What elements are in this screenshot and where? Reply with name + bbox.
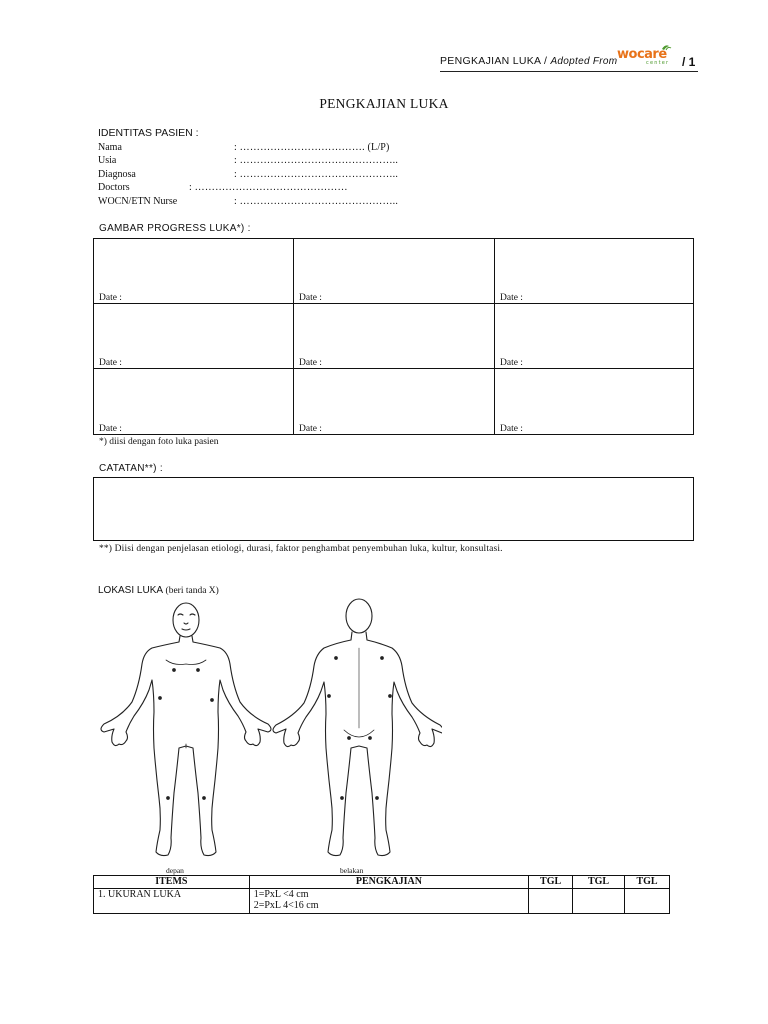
photo-cell[interactable] xyxy=(495,369,693,434)
catatan-footnote: **) Diisi dengan penjelasan etiologi, durasi, faktor penghambat penyembuhan luka, kultur, konsultasi. xyxy=(99,544,503,554)
header-rule xyxy=(440,71,698,72)
usia-field[interactable]: : ……………………………………….. xyxy=(234,155,399,166)
col-tgl: TGL xyxy=(529,876,573,889)
running-header xyxy=(440,55,617,67)
header-separator: / xyxy=(540,55,551,67)
date-label: Date : xyxy=(500,293,523,303)
photo-cell[interactable] xyxy=(94,304,294,369)
pengkajian-option: 1=PxL <4 cm xyxy=(253,889,309,900)
page-number: / 1 xyxy=(682,55,696,69)
table-header-row xyxy=(94,876,670,889)
progress-footnote: *) diisi dengan foto luka pasien xyxy=(99,437,219,447)
body-back-figure[interactable] xyxy=(273,599,442,856)
col-tgl: TGL xyxy=(573,876,625,889)
col-pengkajian: PENGKAJIAN xyxy=(249,876,528,889)
field-label: Diagnosa xyxy=(98,168,136,180)
wocare-logo xyxy=(616,44,682,66)
photo-cell[interactable] xyxy=(495,304,693,369)
pengkajian-cell xyxy=(249,889,528,914)
nama-field[interactable]: : ………………………………. (L/P) xyxy=(234,141,390,153)
field-label: Doctors xyxy=(98,182,130,193)
svg-text:center: center xyxy=(646,60,670,66)
photo-cell[interactable] xyxy=(294,239,495,304)
assessment-table xyxy=(93,875,670,914)
pengkajian-option: 2=PxL 4<16 cm xyxy=(253,900,319,911)
header-adopted: Adopted From xyxy=(550,56,618,67)
date-label: Date : xyxy=(299,358,322,368)
lokasi-heading xyxy=(98,585,219,596)
date-label: Date : xyxy=(99,424,122,434)
body-front-figure[interactable] xyxy=(101,603,271,856)
field-label: Nama xyxy=(98,141,122,153)
date-label: Date : xyxy=(299,293,322,303)
tgl-cell[interactable] xyxy=(625,889,670,914)
catatan-box[interactable] xyxy=(93,477,694,541)
progress-heading: GAMBAR PROGRESS LUKA*) : xyxy=(99,223,251,234)
progress-photo-grid xyxy=(93,238,694,435)
header-section: PENGKAJIAN LUKA xyxy=(440,55,541,67)
photo-cell[interactable] xyxy=(294,304,495,369)
item-cell: 1. UKURAN LUKA xyxy=(94,889,250,914)
table-row xyxy=(94,889,670,914)
tgl-cell[interactable] xyxy=(573,889,625,914)
diagnosa-field[interactable]: : ……………………………………….. xyxy=(234,168,399,180)
body-diagram[interactable] xyxy=(94,598,442,864)
catatan-heading: CATATAN**) : xyxy=(99,463,163,474)
photo-cell[interactable] xyxy=(495,239,693,304)
svg-text:wocare: wocare xyxy=(617,47,667,62)
date-label: Date : xyxy=(99,358,122,368)
nurse-field[interactable]: : ……………………………………….. xyxy=(234,195,399,207)
date-label: Date : xyxy=(99,293,122,303)
caption-back: belakan xyxy=(340,866,364,875)
photo-cell[interactable] xyxy=(294,369,495,434)
tgl-cell[interactable] xyxy=(529,889,573,914)
date-label: Date : xyxy=(299,424,322,434)
field-label: Usia xyxy=(98,155,117,166)
col-items: ITEMS xyxy=(94,876,250,889)
lokasi-hint: (beri tanda X) xyxy=(165,586,219,596)
doctors-field[interactable]: : ……………………………………… xyxy=(189,182,348,193)
identitas-heading: IDENTITAS PASIEN : xyxy=(98,127,199,139)
lokasi-title: LOKASI LUKA xyxy=(98,585,164,596)
page-title: PENGKAJIAN LUKA xyxy=(319,96,449,111)
field-label: WOCN/ETN Nurse xyxy=(98,195,178,207)
photo-cell[interactable] xyxy=(94,239,294,304)
photo-cell[interactable] xyxy=(94,369,294,434)
date-label: Date : xyxy=(500,424,523,434)
caption-front: depan xyxy=(166,866,184,875)
date-label: Date : xyxy=(500,358,523,368)
col-tgl: TGL xyxy=(625,876,670,889)
